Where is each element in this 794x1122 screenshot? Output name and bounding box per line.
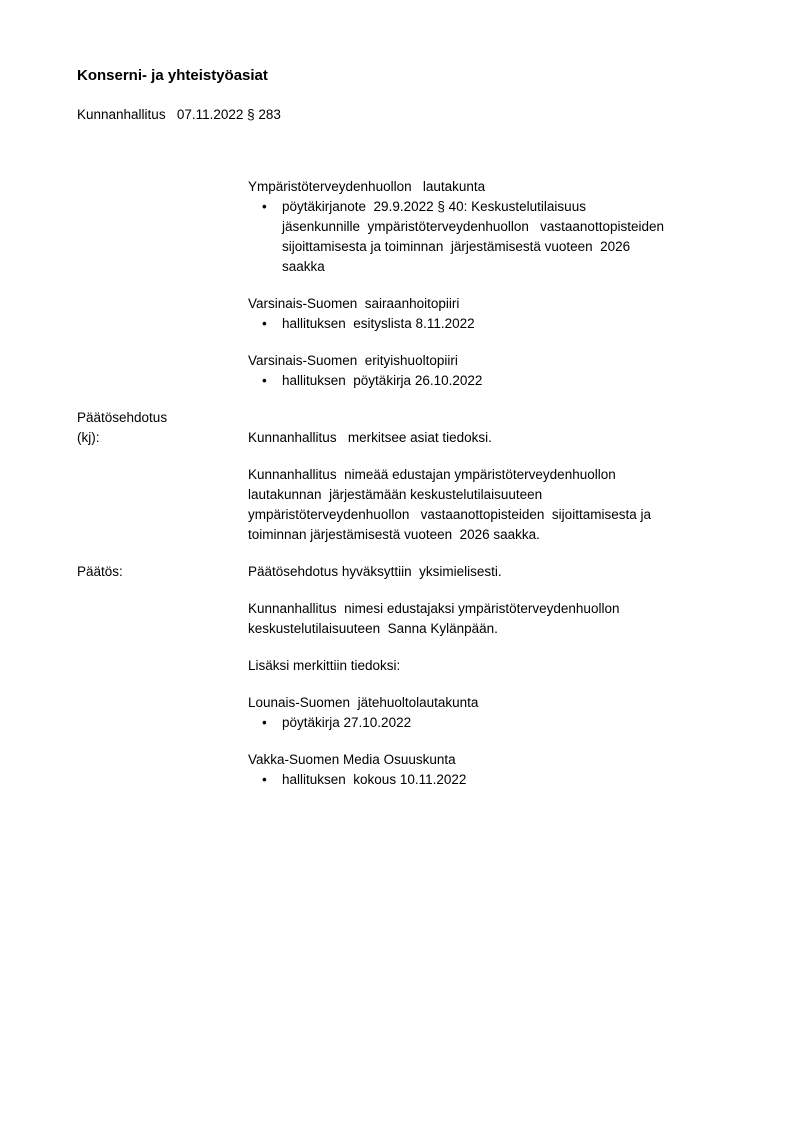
document-body — [77, 177, 744, 807]
paragraph-line: ympäristöterveydenhuollon vastaanottopisteiden sijoittamisesta ja — [248, 507, 651, 522]
meeting-reference: Kunnanhallitus 07.11.2022 § 283 — [77, 107, 281, 122]
paragraph-line: keskustelutilaisuuteen Sanna Kylänpään. — [248, 621, 498, 636]
label-paatosehdotus — [77, 408, 248, 448]
bullet-icon: • — [262, 772, 267, 787]
bullet-line: pöytäkirja 27.10.2022 — [282, 715, 412, 730]
paragraph-line: Lisäksi merkittiin tiedoksi: — [248, 658, 401, 673]
paragraph-line: Päätösehdotus hyväksyttiin yksimielisesti. — [248, 564, 502, 579]
row-paatos — [77, 562, 744, 807]
bullet-icon: • — [262, 715, 267, 730]
varsinais-suomen-erityishuoltopiiri — [248, 351, 744, 391]
lounais-suomen-jatehuoltolautakunta — [248, 693, 744, 733]
vakka-suomen-media-osuuskunta-bullet-item — [248, 770, 744, 790]
ymparistoterveydenhuollon-lautakunta-bullet-item — [248, 197, 744, 277]
paatos-text-1 — [248, 562, 744, 582]
paragraph-line: lautakunnan järjestämään keskustelutilaisuuteen — [248, 487, 543, 502]
row-paatosehdotus — [77, 408, 744, 562]
bullet-line: jäsenkunnille ympäristöterveydenhuollon vastaanottopisteiden — [282, 219, 664, 234]
lounais-suomen-jatehuoltolautakunta-heading: Lounais-Suomen jätehuoltolautakunta — [248, 695, 479, 710]
vakka-suomen-media-osuuskunta — [248, 750, 744, 790]
bullet-line: pöytäkirjanote 29.9.2022 § 40: Keskustelutilaisuus — [282, 199, 586, 214]
bullet-line: hallituksen esityslista 8.11.2022 — [282, 316, 475, 331]
bullet-icon: • — [262, 373, 267, 388]
page-title: Konserni- ja yhteistyöasiat — [77, 67, 268, 84]
varsinais-suomen-sairaanhoitopiiri-bullet-item — [248, 314, 744, 334]
varsinais-suomen-erityishuoltopiiri-bullet-item — [248, 371, 744, 391]
content-paatos — [248, 562, 744, 807]
content-info-items — [248, 177, 744, 408]
paragraph-line: toiminnan järjestämisestä vuoteen 2026 saakka. — [248, 527, 540, 542]
row-info-items — [77, 177, 744, 408]
bullet-icon: • — [262, 316, 267, 331]
varsinais-suomen-sairaanhoitopiiri-heading: Varsinais-Suomen sairaanhoitopiiri — [248, 296, 460, 311]
bullet-line: saakka — [282, 259, 325, 274]
label-paatos — [77, 562, 248, 582]
ymparistoterveydenhuollon-lautakunta-bullet-text — [282, 197, 744, 277]
paatos-text-3 — [248, 656, 744, 676]
label-line: (kj): — [77, 430, 100, 445]
lounais-suomen-jatehuoltolautakunta-bullet-text — [282, 713, 744, 733]
vakka-suomen-media-osuuskunta-bullet-text — [282, 770, 744, 790]
bullet-line: hallituksen kokous 10.11.2022 — [282, 772, 467, 787]
vakka-suomen-media-osuuskunta-heading: Vakka-Suomen Media Osuuskunta — [248, 752, 456, 767]
content-paatosehdotus — [248, 408, 744, 562]
varsinais-suomen-erityishuoltopiiri-bullet-text — [282, 371, 744, 391]
varsinais-suomen-sairaanhoitopiiri-bullet-text — [282, 314, 744, 334]
ymparistoterveydenhuollon-lautakunta — [248, 177, 744, 277]
ymparistoterveydenhuollon-lautakunta-heading: Ympäristöterveydenhuollon lautakunta — [248, 179, 486, 194]
paragraph-line: Kunnanhallitus merkitsee asiat tiedoksi. — [248, 430, 492, 445]
paatosehdotus-text-1 — [248, 428, 744, 448]
paragraph-line: Kunnanhallitus nimeää edustajan ympäristöterveydenhuollon — [248, 467, 616, 482]
label-line: Päätös: — [77, 564, 123, 579]
bullet-line: sijoittamisesta ja toiminnan järjestämisestä vuoteen 2026 — [282, 239, 631, 254]
bullet-line: hallituksen pöytäkirja 26.10.2022 — [282, 373, 483, 388]
paatosehdotus-text-2 — [248, 465, 744, 545]
bullet-icon: • — [262, 199, 267, 214]
paatos-text-2 — [248, 599, 744, 639]
paragraph-line: Kunnanhallitus nimesi edustajaksi ympäristöterveydenhuollon — [248, 601, 620, 616]
varsinais-suomen-erityishuoltopiiri-heading: Varsinais-Suomen erityishuoltopiiri — [248, 353, 458, 368]
varsinais-suomen-sairaanhoitopiiri — [248, 294, 744, 334]
lounais-suomen-jatehuoltolautakunta-bullet-item — [248, 713, 744, 733]
label-line: Päätösehdotus — [77, 410, 168, 425]
